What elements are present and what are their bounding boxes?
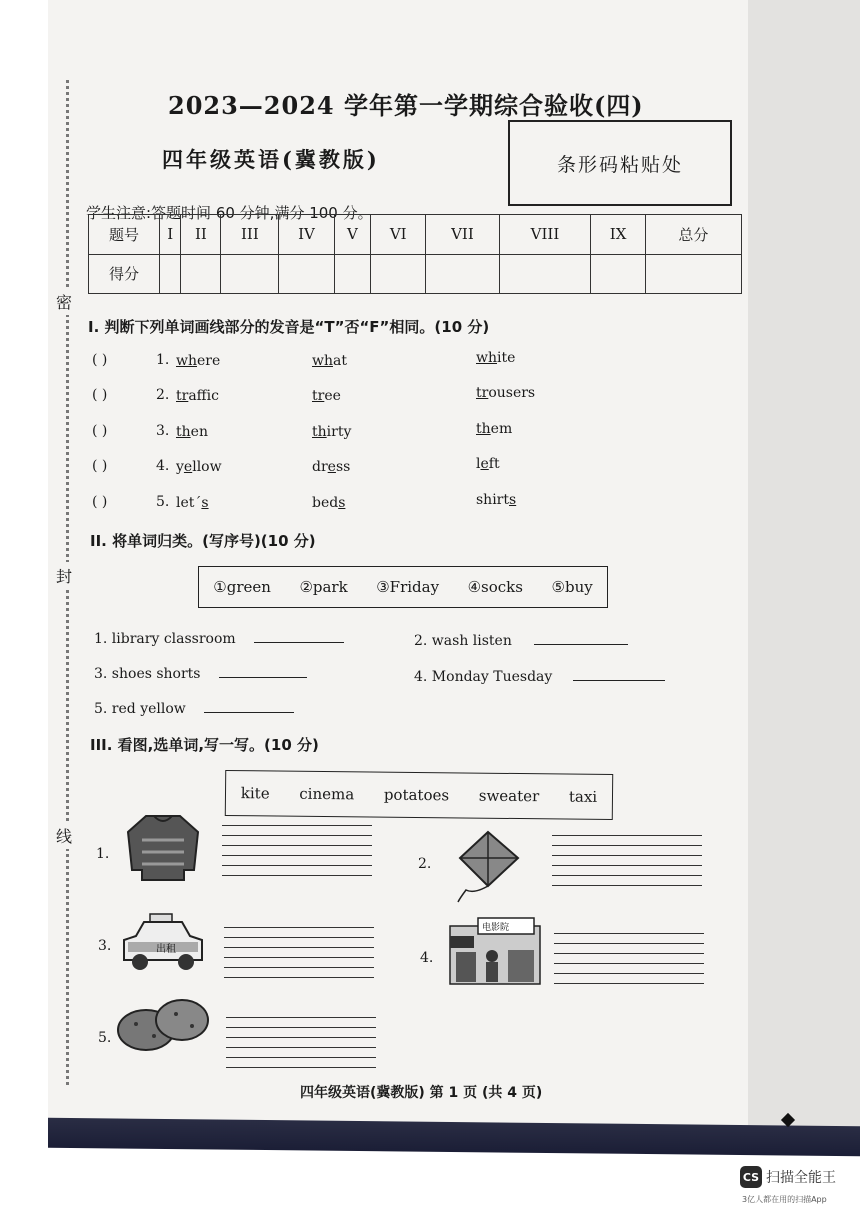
exam-title: 2023—2024 学年第一学期综合验收(四) <box>168 91 644 120</box>
section3-title: III. 看图,选单词,写一写。(10 分) <box>90 736 319 754</box>
section2-item-text: 4. Monday Tuesday <box>414 669 553 685</box>
section2-item <box>94 628 344 647</box>
score-col-5: V <box>334 215 371 255</box>
word-underlined-part: tr <box>176 388 189 404</box>
score-cell[interactable] <box>591 254 646 294</box>
word-part: ere <box>197 353 221 369</box>
section2-option: ⑤buy <box>551 578 593 596</box>
section2-item-text: 3. shoes shorts <box>94 666 201 682</box>
writing-lines[interactable] <box>222 816 372 876</box>
section3-option: kite <box>240 784 270 803</box>
word-part: y <box>176 459 184 475</box>
section2-word-box <box>198 566 608 608</box>
word-part: ft <box>488 456 500 472</box>
score-cell[interactable] <box>279 254 334 294</box>
section2-option: ④socks <box>467 578 523 596</box>
word-part: ite <box>497 350 516 366</box>
student-notice: 学生注意:答题时间 60 分钟,满分 100 分。 <box>86 204 373 222</box>
word-part: ee <box>324 388 341 404</box>
scanner-app-name: 扫描全能王 <box>766 1170 836 1186</box>
score-cell[interactable] <box>221 254 279 294</box>
answer-parenthesis[interactable]: ( ) <box>92 494 108 510</box>
section1-title: I. 判断下列单词画线部分的发音是“T”否“F”相同。(10 分) <box>88 318 490 336</box>
section1-word <box>176 495 209 511</box>
section2-item <box>414 666 665 685</box>
section2-item <box>414 630 628 649</box>
section3-option: taxi <box>568 787 598 806</box>
word-underlined-part: s <box>509 492 517 508</box>
section1-item-number: 5. <box>156 494 170 510</box>
answer-parenthesis[interactable]: ( ) <box>92 423 108 439</box>
word-part: llow <box>192 459 222 475</box>
word-underlined-part: th <box>476 421 491 437</box>
section1-word <box>476 456 500 472</box>
word-part: bed <box>312 495 339 511</box>
word-part: en <box>190 424 208 440</box>
word-part: let´ <box>176 495 202 511</box>
answer-blank[interactable] <box>254 628 344 643</box>
word-part: irty <box>326 424 352 440</box>
kite-icon <box>454 828 524 906</box>
word-part: ss <box>335 459 351 475</box>
word-part: l <box>476 456 481 472</box>
section2-item <box>94 663 307 682</box>
score-table-score-row <box>89 254 742 294</box>
word-part: em <box>490 421 513 437</box>
section1-item-number: 2. <box>156 387 170 403</box>
section3-number: 5. <box>98 1030 112 1046</box>
word-part: at <box>333 353 347 369</box>
section1-word <box>476 385 535 401</box>
section2-item-text: 5. red yellow <box>94 701 186 717</box>
section1-word <box>312 459 350 475</box>
potatoes-icon <box>116 994 214 1054</box>
word-part: dr <box>312 459 328 475</box>
section1-word <box>312 495 345 511</box>
word-part: affic <box>188 388 219 404</box>
word-underlined-part: e <box>183 459 193 475</box>
word-underlined-part: th <box>176 424 191 440</box>
score-cell[interactable] <box>181 254 221 294</box>
seal-mark-xian: 线 <box>56 822 72 849</box>
word-underlined-part: s <box>201 495 209 511</box>
score-col-3: III <box>221 215 279 255</box>
section1-word <box>312 424 351 440</box>
score-col-7: VII <box>426 215 499 255</box>
section3-number: 3. <box>98 938 112 954</box>
section3-number: 4. <box>420 950 434 966</box>
word-underlined-part: e <box>327 459 336 475</box>
barcode-box <box>508 120 732 206</box>
score-col-6: VI <box>371 215 426 255</box>
writing-lines[interactable] <box>226 1008 376 1068</box>
taxi-icon <box>120 912 206 972</box>
word-underlined-part: e <box>480 456 489 472</box>
section1-item-number: 1. <box>156 352 170 368</box>
seal-mark-mi: 密 <box>56 288 72 315</box>
section3-option: potatoes <box>383 785 450 805</box>
section1-word <box>312 353 347 369</box>
answer-blank[interactable] <box>204 698 294 713</box>
word-part: shirt <box>476 492 509 508</box>
taxi-sign: 出租 <box>156 944 176 955</box>
section2-option: ③Friday <box>376 578 440 596</box>
score-col-2: II <box>181 215 221 255</box>
adjacent-page-strip <box>748 0 860 1140</box>
word-underlined-part: s <box>338 495 346 511</box>
section1-word <box>176 388 219 404</box>
cinema-icon <box>448 916 542 986</box>
score-cell[interactable] <box>499 254 591 294</box>
section1-word <box>312 388 341 404</box>
score-col-9: IX <box>591 215 646 255</box>
section1-word <box>476 492 516 508</box>
scanner-tagline: 3亿人都在用的扫描App <box>742 1195 827 1204</box>
word-underlined-part: wh <box>476 350 497 366</box>
score-col-1: I <box>160 215 181 255</box>
score-col-total: 总分 <box>645 215 741 255</box>
section1-word <box>176 424 208 440</box>
score-table <box>88 214 742 294</box>
sweater-icon <box>124 810 202 884</box>
section2-item-text: 1. library classroom <box>94 631 236 647</box>
answer-blank[interactable] <box>219 663 307 678</box>
seal-mark-feng: 封 <box>56 562 72 589</box>
word-underlined-part: th <box>312 424 327 440</box>
answer-blank[interactable] <box>573 666 665 681</box>
answer-parenthesis[interactable]: ( ) <box>92 387 108 403</box>
section3-number: 1. <box>96 846 110 862</box>
score-cell[interactable] <box>160 254 181 294</box>
barcode-label: 条形码粘贴处 <box>556 153 683 176</box>
score-cell[interactable] <box>334 254 371 294</box>
word-underlined-part: wh <box>176 353 197 369</box>
section3-number: 2. <box>418 856 432 872</box>
section1-word <box>476 350 515 366</box>
score-row2-label: 得分 <box>89 254 160 294</box>
section2-option: ②park <box>299 578 348 596</box>
answer-blank[interactable] <box>534 630 628 645</box>
writing-lines[interactable] <box>552 826 702 886</box>
answer-parenthesis[interactable]: ( ) <box>92 458 108 474</box>
section2-title: II. 将单词归类。(写序号)(10 分) <box>90 532 316 550</box>
score-cell[interactable] <box>371 254 426 294</box>
section3-option: cinema <box>299 784 355 804</box>
word-underlined-part: tr <box>476 385 489 401</box>
cinema-sign: 电影院 <box>482 923 510 933</box>
page-footer: 四年级英语(冀教版) 第 1 页 (共 4 页) <box>300 1085 543 1101</box>
section3-word-box <box>225 770 613 820</box>
section1-word <box>476 421 512 437</box>
word-underlined-part: tr <box>312 388 325 404</box>
scanner-logo <box>740 1166 836 1188</box>
section1-item-number: 4. <box>156 458 170 474</box>
writing-lines[interactable] <box>224 918 374 978</box>
exam-subtitle: 四年级英语(冀教版) <box>162 147 380 172</box>
score-row1-label: 题号 <box>89 215 160 255</box>
score-cell[interactable] <box>645 254 741 294</box>
section2-item <box>94 698 294 717</box>
section2-option: ①green <box>213 578 271 596</box>
word-underlined-part: wh <box>312 353 333 369</box>
score-col-4: IV <box>279 215 334 255</box>
score-col-8: VIII <box>499 215 591 255</box>
writing-lines[interactable] <box>554 924 704 984</box>
word-part: ousers <box>488 385 536 401</box>
section3-option: sweater <box>478 786 540 806</box>
section2-item-text: 2. wash listen <box>414 633 512 649</box>
score-table-header-row <box>89 215 742 255</box>
score-cell[interactable] <box>426 254 499 294</box>
section1-item-number: 3. <box>156 423 170 439</box>
answer-parenthesis[interactable]: ( ) <box>92 352 108 368</box>
section1-word <box>176 459 222 475</box>
cs-logo-icon: CS <box>740 1166 762 1188</box>
section1-word <box>176 353 220 369</box>
